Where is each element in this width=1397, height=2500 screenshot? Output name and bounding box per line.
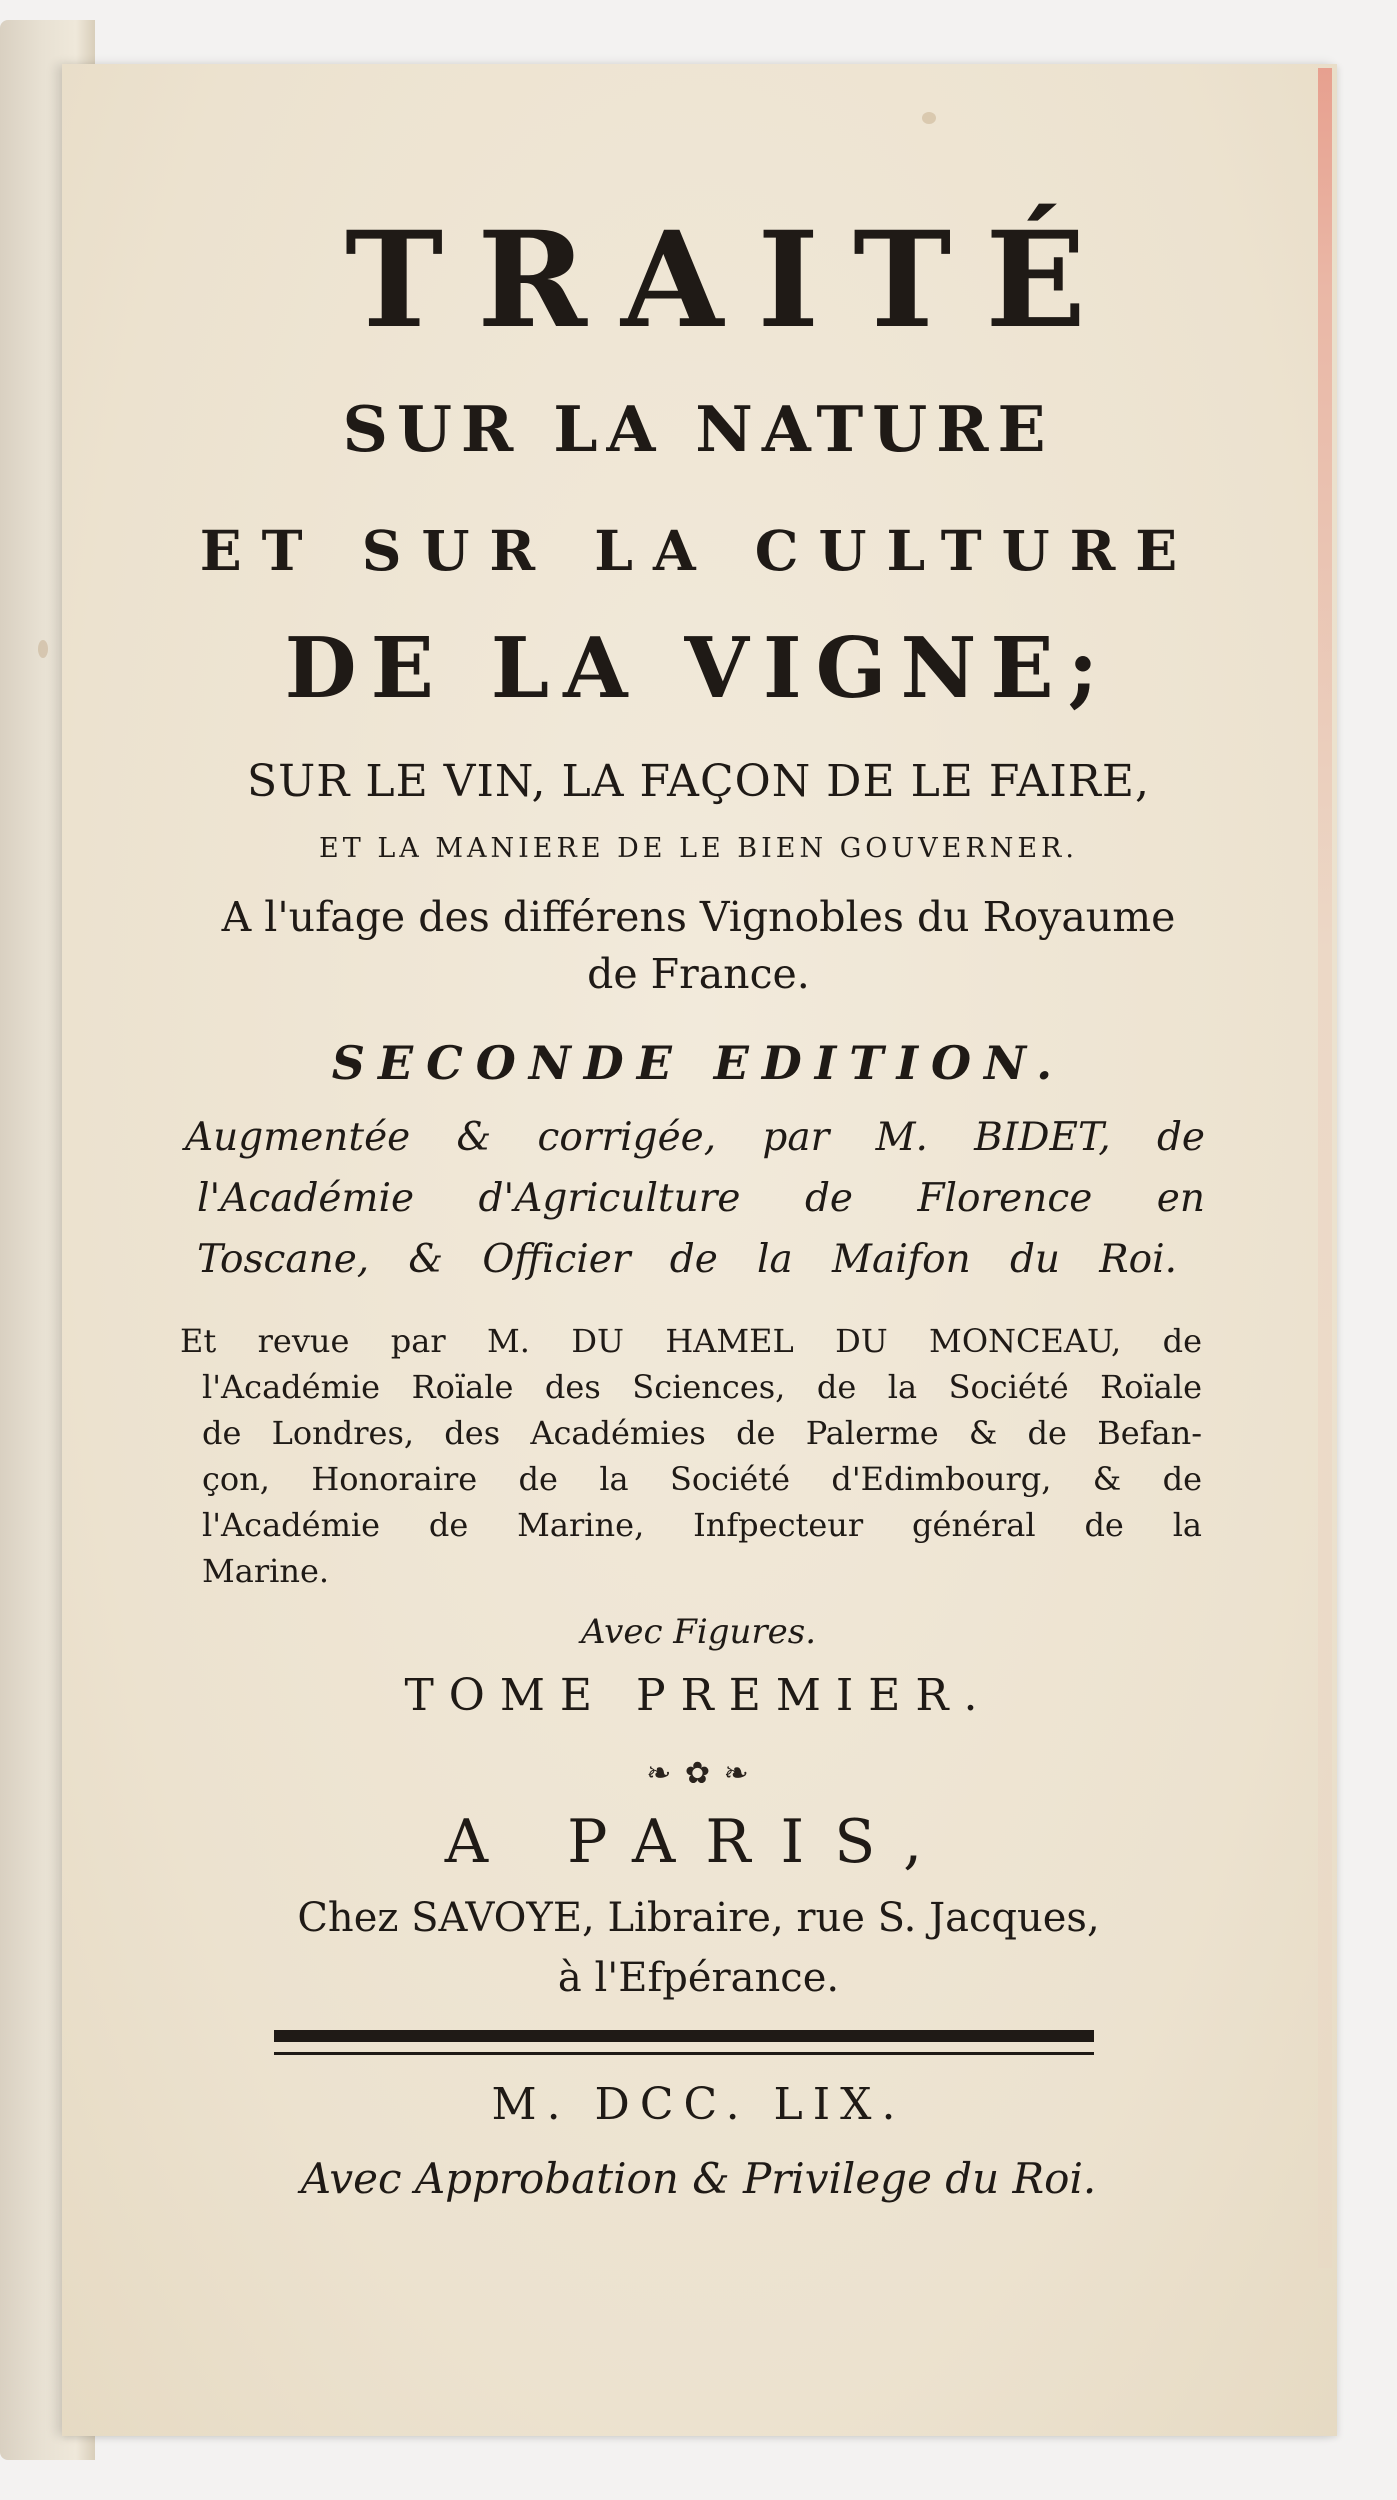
- subtitle-culture: ET SUR LA CULTURE: [199, 518, 1198, 583]
- privilege: Avec Approbation & Privilege du Roi.: [300, 2154, 1097, 2203]
- place: A PARIS,: [444, 1807, 953, 1877]
- book-title: TRAITÉ: [345, 203, 1120, 358]
- line-usage: A l'ufage des différens Vignobles du Royaume: [221, 893, 1176, 941]
- figures: Avec Figures.: [580, 1612, 817, 1652]
- augment-block: [185, 1115, 1205, 1282]
- revue-line: de Londres, des Académies de Palerme & de Befan-: [202, 1414, 1202, 1452]
- printers-ornament: ❧ ✿ ❧: [646, 1756, 751, 1791]
- revue-line: Et revue par M. DU HAMEL DU MONCEAU, de: [180, 1322, 1202, 1360]
- augment-line: l'Académie d'Agriculture de Florence en: [197, 1176, 1205, 1221]
- publisher: Chez SAVOYE, Libraire, rue S. Jacques,: [297, 1895, 1100, 1941]
- thin-rule: [274, 2052, 1094, 2055]
- tome: TOME PREMIER.: [404, 1670, 993, 1721]
- revue-line: çon, Honoraire de la Société d'Edimbourg, & de: [202, 1460, 1202, 1498]
- revue-line: Marine.: [202, 1552, 330, 1590]
- revue-line: l'Académie Roïale des Sciences, de la Société Roïale: [202, 1368, 1202, 1406]
- publisher-sign: à l'Efpérance.: [557, 1955, 840, 2001]
- revue-block: [180, 1322, 1202, 1590]
- subtitle-vigne: DE LA VIGNE;: [284, 619, 1113, 717]
- line-vin: SUR LE VIN, LA FAÇON DE LE FAIRE,: [247, 756, 1150, 807]
- line-maniere: ET LA MANIERE DE LE BIEN GOUVERNER.: [319, 833, 1078, 864]
- edition: SECONDE EDITION.: [331, 1036, 1066, 1090]
- augment-line: Augmentée & corrigée, par M. BIDET, de: [185, 1115, 1205, 1160]
- imprint-date: M. DCC. LIX.: [491, 2079, 906, 2130]
- revue-line: l'Académie de Marine, Infpecteur général de la: [202, 1506, 1202, 1544]
- line-usage-france: de France.: [587, 950, 810, 998]
- subtitle-nature: SUR LA NATURE: [342, 392, 1055, 466]
- thick-rule: [274, 2030, 1094, 2042]
- augment-line: Toscane, & Officier de la Maifon du Roi.: [197, 1237, 1177, 1282]
- foxing-spot: [922, 112, 936, 124]
